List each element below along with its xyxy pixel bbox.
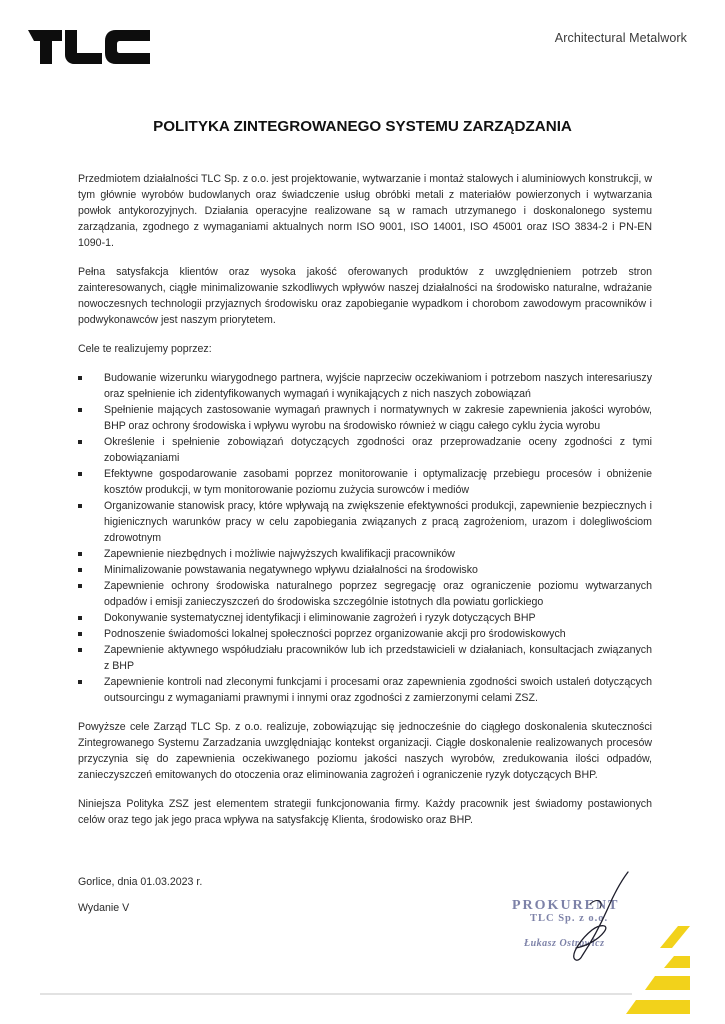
footer-accent-shape: [660, 926, 690, 948]
bullet-icon: [78, 648, 82, 652]
goal-item: Minimalizowanie powstawania negatywnego wpływu działalności na środowisko: [78, 562, 652, 578]
document-body: [78, 171, 652, 841]
goal-item: Efektywne gospodarowanie zasobami poprzez monitorowanie i optymalizację przebiegu procesów i obniżenie kosztów produkcji, w tym monitorowanie poziomu zużycia surowców i mediów: [78, 466, 652, 498]
footer-accent-shape: [645, 976, 690, 990]
intro-paragraph-1: Przedmiotem działalności TLC Sp. z o.o. jest projektowanie, wytwarzanie i montaż stalowych i aluminiowych konstrukcji, w tym głównie wyrobów budowlanych oraz świadczenie usług obróbki metali z materiałów powierzonych i wytwarzania powłok antykorozyjnych. Działania operacyjne realizowane są w ramach utrzymanego i doskonalonego systemu zarządzania, zgodnego z wymaganiami aktualnych norm ISO 9001, ISO 14001, ISO 45001 oraz ISO 3834-2 i PN-EN 1090-1.: [78, 173, 652, 249]
document-title: POLITYKA ZINTEGROWANEGO SYSTEMU ZARZĄDZANIA: [153, 118, 572, 135]
intro-paragraph-2: Pełna satysfakcja klientów oraz wysoka jakość oferowanych produktów z uwzględnieniem potrzeb stron zainteresowanych, ciągłe minimalizowanie szkodliwych wpływów naszej działalności na środowisko naturalne, wdrażanie nowoczesnych technologii przyjaznych środowisku oraz zapobieganie wypadkom i chorobom zawodowym pracowników i podwykonawców jest naszym priorytetem.: [78, 266, 652, 326]
bullet-icon: [78, 376, 82, 380]
goal-item: Budowanie wizerunku wiarygodnego partnera, wyjście naprzeciw oczekiwaniom i potrzebom naszych interesariuszy oraz spełnienie ich zidentyfikowanych wymagań i wynikających z nich naszych zobowiązań: [78, 370, 652, 402]
stamp-title: PROKURENT: [512, 898, 620, 913]
closing-paragraph-2: Niniejsza Polityka ZSZ jest elementem strategii funkcjonowania firmy. Każdy pracownik jest świadomy postawionych celów oraz tego jak jego praca wpływa na satysfakcję Klienta, środowisko oraz BHP.: [78, 798, 652, 826]
closing-paragraph-1: Powyższe cele Zarząd TLC Sp. z o.o. realizuje, zobowiązując się jednocześnie do ciągłego doskonalenia skuteczności Zintegrowanego Systemu Zarzadzania uwzględniając kontekst organizacji. Ciągłe doskonalenie realizowanych procesów przyczynia się do zapewnienia oczekiwanego poziomu jakości naszych wyrobów, zredukowania ilości odpadów, zanieczyszczeń emitowanych do otoczenia oraz eliminowania zagrożeń i ograniczenie ryzyk dotyczących BHP.: [78, 721, 652, 781]
goal-item: Zapewnienie niezbędnych i możliwie najwyższych kwalifikacji pracowników: [78, 546, 652, 562]
bullet-icon: [78, 568, 82, 572]
bullet-icon: [78, 584, 82, 588]
bullet-icon: [78, 504, 82, 508]
stamp-name: Łukasz Ostrowicz: [524, 938, 605, 949]
bullet-icon: [78, 552, 82, 556]
company-tagline: Architectural Metalwork: [554, 31, 687, 45]
goals-lead: Cele te realizujemy poprzez:: [78, 343, 212, 355]
bullet-icon: [78, 472, 82, 476]
bullet-icon: [78, 680, 82, 684]
goal-item: Określenie i spełnienie zobowiązań dotyczących zgodności oraz przeprowadzanie oceny zgodności z tymi zobowiązaniami: [78, 434, 652, 466]
bullet-icon: [78, 616, 82, 620]
edition-label: Wydanie V: [78, 902, 130, 914]
goal-item: Dokonywanie systematycznej identyfikacji i eliminowanie zagrożeń i ryzyk dotyczących BHP: [78, 610, 652, 626]
tlc-logo: [28, 30, 150, 64]
bullet-icon: [78, 632, 82, 636]
bullet-icon: [78, 408, 82, 412]
signature: [530, 868, 640, 968]
goal-item: Spełnienie mających zastosowanie wymagań prawnych i normatywnych w zakresie zapewnienia jakości wyrobów, BHP oraz ochrony środowiska i wpływu wyrobu na środowisko również w ciągu całego cyklu życia wyrobu: [78, 402, 652, 434]
footer-accent-shape: [664, 956, 690, 968]
stamp-company: TLC Sp. z o.o.: [530, 913, 609, 924]
goals-list: [78, 370, 652, 706]
bullet-icon: [78, 440, 82, 444]
goal-item: Zapewnienie aktywnego współudziału pracowników lub ich przedstawicieli w działaniach, konsultacjach związanych z BHP: [78, 642, 652, 674]
goal-item: Zapewnienie ochrony środowiska naturalnego poprzez segregację oraz ograniczenie poziomu wytwarzanych odpadów i emisji zanieczyszczeń do środowiska szczególnie istotnych dla powiatu gorlickiego: [78, 578, 652, 610]
goal-item: Podnoszenie świadomości lokalnej społeczności poprzez organizowanie akcji pro środowiskowych: [78, 626, 652, 642]
goal-item: Organizowanie stanowisk pracy, które wpływają na zwiększenie efektywności produkcji, zapewnienie bezpiecznych i higienicznych warunków pracy w celu zapobiegania związanych z pracą zagrożeniom, urazom i dolegliwościom zdrowotnym: [78, 498, 652, 546]
goal-item: Zapewnienie kontroli nad zleconymi funkcjami i procesami oraz zapewnienia zgodności swoich ustaleń dotyczących outsourcingu z wymaganiami prawnymi i innymi oraz zgodności z zamierzonymi celami ZSZ.: [78, 674, 652, 706]
footer-accent-shape: [626, 1000, 690, 1014]
place-date: Gorlice, dnia 01.03.2023 r.: [78, 876, 203, 888]
